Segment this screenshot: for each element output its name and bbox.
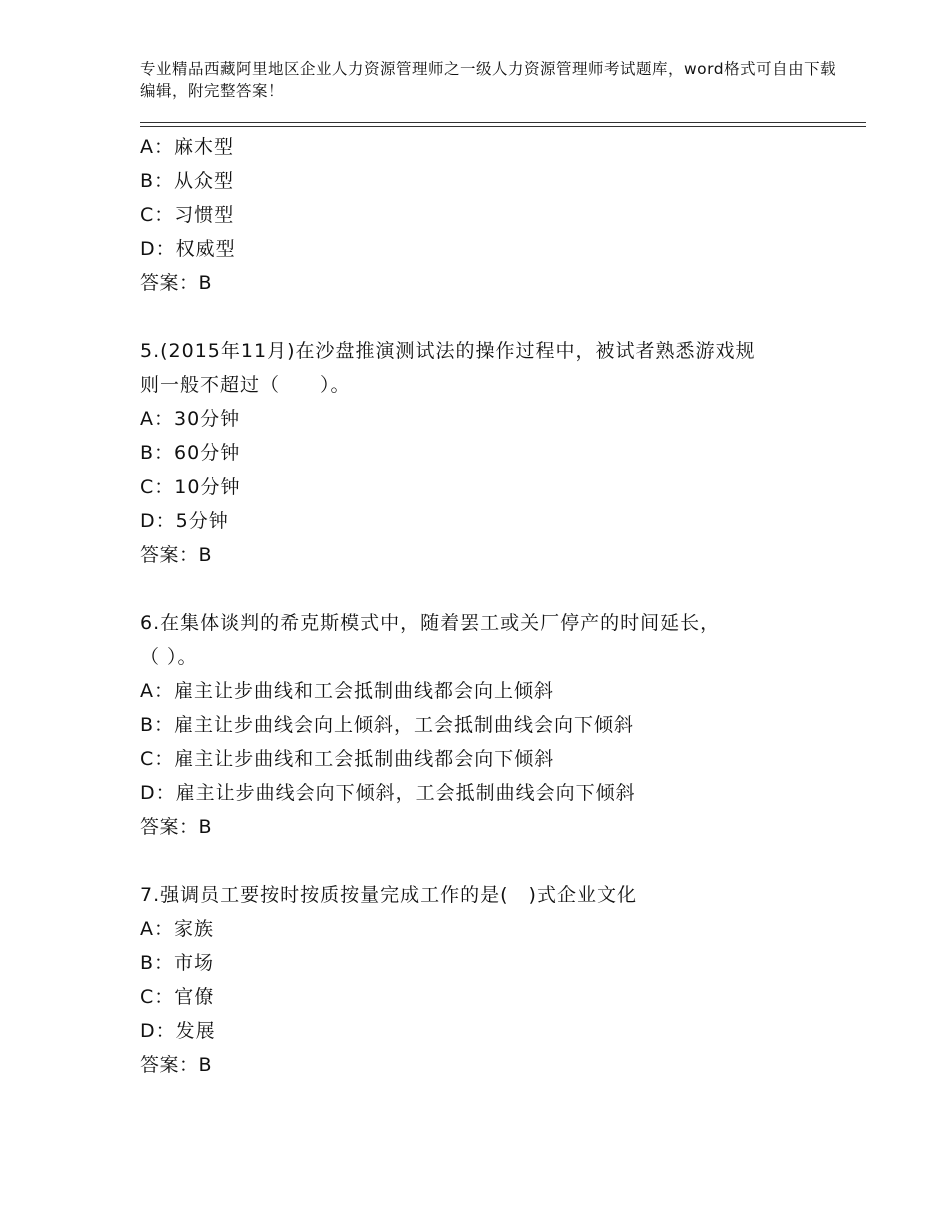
option-b: B：60分钟 — [140, 442, 241, 464]
option-b: B：从众型 — [140, 170, 235, 192]
answer: 答案：B — [140, 816, 213, 838]
option-d: D：发展 — [140, 1020, 216, 1042]
question-text-line1: 5.(2015年11月)在沙盘推演测试法的操作过程中，被试者熟悉游戏规 — [140, 340, 756, 362]
question-text-line2: （ ）。 — [140, 646, 198, 668]
question-text-line1: 6.在集体谈判的希克斯模式中，随着罢工或关厂停产的时间延长， — [140, 612, 721, 634]
question-list — [140, 130, 866, 1082]
option-a: A：30分钟 — [140, 408, 241, 430]
question-5 — [140, 334, 866, 572]
answer: 答案：B — [140, 272, 213, 294]
option-b: B：雇主让步曲线会向上倾斜，工会抵制曲线会向下倾斜 — [140, 714, 635, 736]
question-4 — [140, 130, 866, 300]
question-7 — [140, 878, 866, 1082]
spacer — [140, 844, 866, 878]
option-c: C：10分钟 — [140, 476, 241, 498]
option-d: D：雇主让步曲线会向下倾斜，工会抵制曲线会向下倾斜 — [140, 782, 636, 804]
spacer — [140, 572, 866, 606]
option-c: C：雇主让步曲线和工会抵制曲线都会向下倾斜 — [140, 748, 555, 770]
option-a: A：雇主让步曲线和工会抵制曲线都会向上倾斜 — [140, 680, 554, 702]
header-divider — [140, 122, 866, 123]
option-c: C：习惯型 — [140, 204, 235, 226]
question-6 — [140, 606, 866, 844]
question-text-line2: 则一般不超过（ ）。 — [140, 374, 351, 396]
document-header — [140, 58, 840, 102]
option-a: A：家族 — [140, 918, 214, 940]
question-text-line1: 7.强调员工要按时按质按量完成工作的是( )式企业文化 — [140, 884, 637, 906]
answer: 答案：B — [140, 1054, 213, 1076]
option-d: D：5分钟 — [140, 510, 229, 532]
option-d: D：权威型 — [140, 238, 236, 260]
option-c: C：官僚 — [140, 986, 215, 1008]
header-title: 专业精品西藏阿里地区企业人力资源管理师之一级人力资源管理师考试题库，word格式可自由下载编辑，附完整答案！ — [140, 60, 837, 100]
answer: 答案：B — [140, 544, 213, 566]
option-b: B：市场 — [140, 952, 215, 974]
header-divider-secondary — [140, 126, 866, 127]
spacer — [140, 300, 866, 334]
option-a: A：麻木型 — [140, 136, 234, 158]
